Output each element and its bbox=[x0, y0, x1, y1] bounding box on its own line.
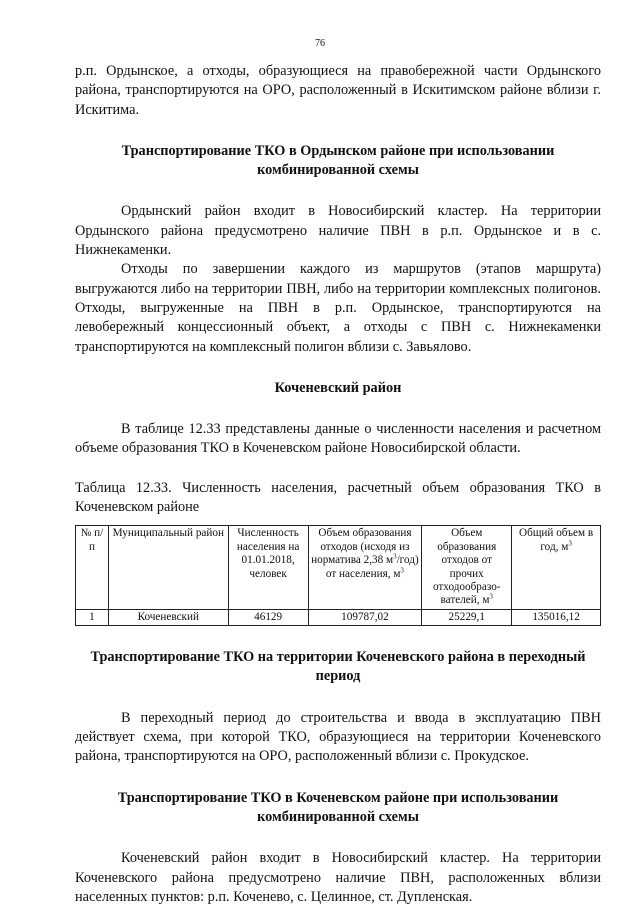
cell-total: 135016,12 bbox=[512, 609, 601, 625]
section-heading-kochenevsky-combined: Транспортирование ТКО в Коченевском районе при использовании комбинированной схемы bbox=[117, 789, 559, 825]
paragraph: Отходы по завершении каждого из маршрутов (этапов маршрута) выгружаются либо на территории ПВН, либо на территории комплексных полигонов. Отходы, выгруженные на ПВН в р.п. Ордынское, транспортируются на левобережный концессионный объект, а отходы с ПВН с. Нижнекаменки транспортируются на комплексный полигон вблизи с. Завьялово. bbox=[75, 261, 601, 355]
cell-volume-norm: 109787,02 bbox=[308, 609, 422, 625]
cell-municipality: Коченевский bbox=[108, 609, 228, 625]
intro-paragraph: р.п. Ордынское, а отходы, образующиеся на правобережной части Ордынского района, транспортируются на ОРО, расположенный в Искитимском районе вблизи г. Искитима. bbox=[75, 63, 601, 118]
table-row bbox=[76, 609, 601, 625]
cell-num: 1 bbox=[76, 609, 109, 625]
table-caption: Таблица 12.33. Численность населения, расчетный объем образования ТКО в Коченевском районе bbox=[75, 479, 601, 516]
paragraph: Ордынский район входит в Новосибирский кластер. На территории Ордынского района предусмотрено наличие ПВН в р.п. Ордынское и в с. Нижнекаменки. bbox=[75, 203, 601, 259]
header-volume-other: Объем образования отходов от прочих отходообразо-вателей, $м^3$ bbox=[422, 526, 512, 609]
header-population: Численность населения на 01.01.2018, человек bbox=[228, 526, 308, 609]
paragraph: Коченевский район входит в Новосибирский кластер. На территории Коченевского района предусмотрено наличие ПВН, расположенных вблизи населенных пунктов: р.п. Коченево, с. Целинное, ст. Дупленская. bbox=[75, 850, 601, 905]
header-num: № п/п bbox=[76, 526, 109, 609]
population-table bbox=[75, 525, 601, 626]
section-heading-ordynsky-combined: Транспортирование ТКО в Ордынском районе при использовании комбинированной схемы bbox=[121, 142, 555, 179]
header-volume-norm: Объем образования отходов (исходя из норматива 2,38 $м^3/год$) от населения, $м^3$ bbox=[308, 526, 422, 609]
page-number: 76 bbox=[315, 38, 325, 49]
section-heading-kochenevsky-transition: Транспортирование ТКО на территории Коченевского района в переходный период bbox=[90, 649, 586, 685]
paragraph: В переходный период до строительства и ввода в эксплуатацию ПВН действует схема, при которой ТКО, образующиеся на территории Коченевского района, транспортируются на ОРО, расположенный вблизи с. Прокудское. bbox=[75, 709, 601, 765]
header-total: Общий объем в год, $м^3$ bbox=[512, 526, 601, 609]
section-heading-kochenevsky: Коченевский район bbox=[274, 379, 402, 396]
table-header-row bbox=[76, 526, 601, 609]
header-municipality: Муниципальный район bbox=[108, 526, 228, 609]
document-body bbox=[75, 62, 601, 907]
cell-population: 46129 bbox=[228, 609, 308, 625]
cell-volume-other: 25229,1 bbox=[422, 609, 512, 625]
paragraph: В таблице 12.33 представлены данные о численности населения и расчетном объеме образования ТКО в Коченевском районе Новосибирской области. bbox=[75, 421, 601, 457]
